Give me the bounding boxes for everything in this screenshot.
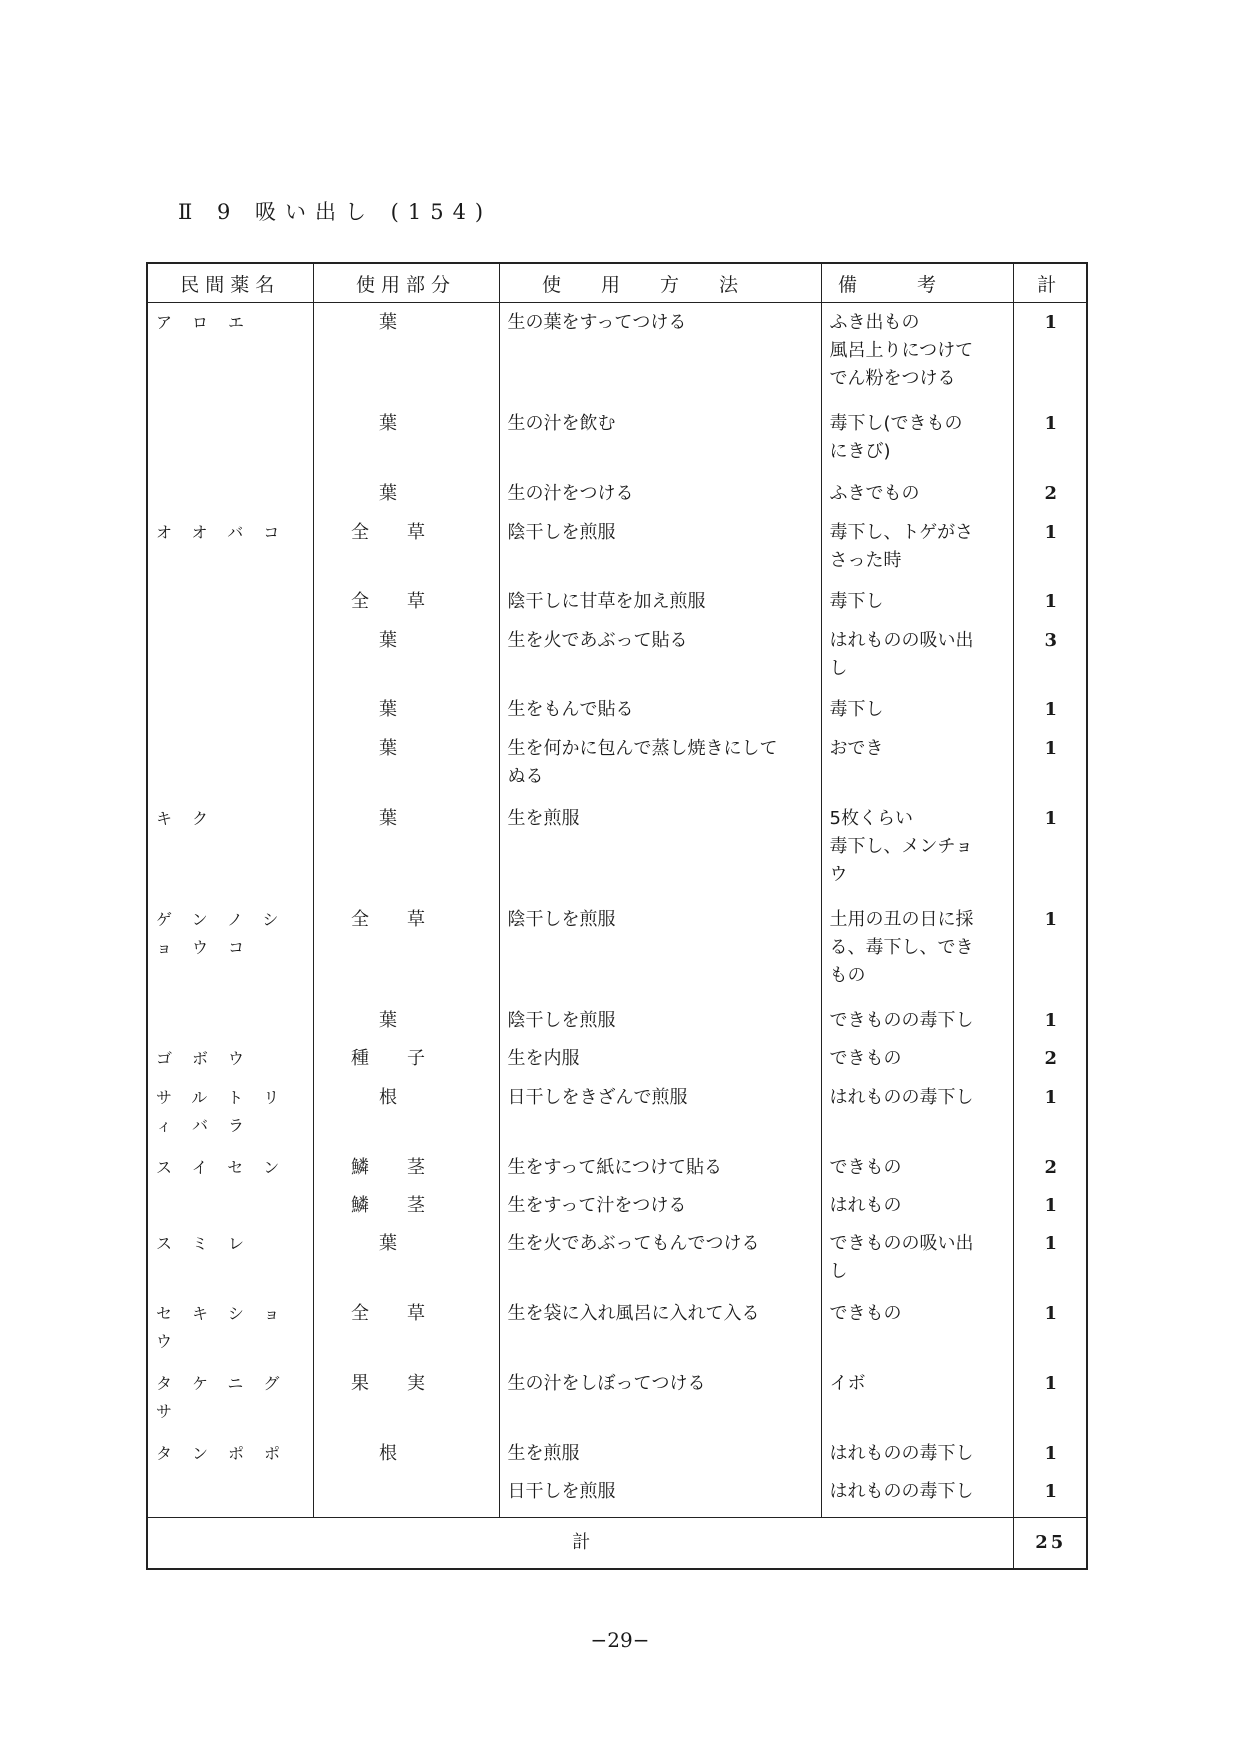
table-row [147,1434,1087,1472]
cell-count: 1 [1044,521,1058,543]
cell-remedy-name: スミレ [147,1224,313,1294]
cell-count: 1 [1044,413,1058,435]
cell-usage-method: 生を煎服 [499,1434,821,1472]
cell-count: 1 [1044,908,1058,930]
cell-remark: はれもの [821,1186,1013,1224]
cell-part-used: 果実 [313,1364,499,1434]
cell-part-used: 葉 [313,1224,499,1294]
cell-part-used: 葉 [313,621,499,691]
cell-part-used: 葉 [313,799,499,900]
cell-count: 1 [1044,1010,1058,1032]
cell-usage-method: 生を袋に入れ風呂に入れて入る [499,1294,821,1364]
header-part-used: 使用部分 [313,263,499,303]
cell-usage-method: 生の汁を飲む [499,404,821,474]
cell-usage-method: 日干しをきざんで煎服 [499,1078,821,1148]
header-usage-method: 使用方法 [499,263,821,303]
cell-part-used: 根 [313,1078,499,1148]
cell-remark: 毒下し [821,582,1013,620]
table-row [147,1472,1087,1510]
cell-count: 1 [1044,1480,1058,1502]
cell-usage-method: 陰干しを煎服 [499,513,821,583]
cell-remark: はれものの毒下し [821,1434,1013,1472]
cell-remark: 毒下し、トゲがさ さった時 [821,513,1013,583]
cell-remark: 毒下し [821,690,1013,728]
table-row [147,1039,1087,1077]
blank-cell [499,1510,821,1517]
table-row [147,474,1087,512]
cell-count: 1 [1044,1302,1058,1324]
cell-remark: はれものの吸い出 し [821,621,1013,691]
table-row [147,404,1087,474]
cell-part-used: 葉 [313,1001,499,1039]
cell-remedy-name [147,621,313,691]
cell-remark: 土用の丑の日に採 る、毒下し、でき もの [821,900,1013,1001]
cell-remark: はれものの毒下し [821,1472,1013,1510]
cell-count: 1 [1044,737,1058,759]
cell-remedy-name [147,1472,313,1510]
cell-part-used: 葉 [313,404,499,474]
table-body [147,303,1087,1518]
cell-count: 1 [1044,1086,1058,1108]
cell-count: 2 [1044,483,1058,505]
table-row [147,1078,1087,1148]
table-row [147,1001,1087,1039]
cell-part-used: 根 [313,1434,499,1472]
cell-count: 1 [1044,1233,1058,1255]
table-row [147,582,1087,620]
cell-count: 1 [1044,807,1058,829]
table-row [147,513,1087,583]
cell-part-used: 鱗茎 [313,1148,499,1186]
cell-remark: できもの [821,1039,1013,1077]
blank-cell [147,1510,313,1517]
table-row [147,690,1087,728]
blank-cell [821,1510,1013,1517]
cell-remedy-name [147,1186,313,1224]
cell-remedy-name [147,729,313,799]
table-row [147,799,1087,900]
cell-part-used: 全草 [313,900,499,1001]
blank-cell [313,1510,499,1517]
cell-part-used: 種子 [313,1039,499,1077]
cell-count: 1 [1044,1372,1058,1394]
table-header-row [147,263,1087,303]
table-row [147,621,1087,691]
table-row [147,1364,1087,1434]
total-label: 計 [147,1518,1013,1570]
cell-part-used: 全草 [313,513,499,583]
cell-usage-method: 生を火であぶってもんでつける [499,1224,821,1294]
cell-remark: できもの [821,1294,1013,1364]
cell-usage-method: 生の汁をしぼってつける [499,1364,821,1434]
cell-remedy-name: タンポポ [147,1434,313,1472]
cell-remark: ふき出もの 風呂上りにつけて でん粉をつける [821,303,1013,405]
cell-remark: イボ [821,1364,1013,1434]
cell-remedy-name: スイセン [147,1148,313,1186]
cell-count: 1 [1044,1194,1058,1216]
table-row [147,900,1087,1001]
cell-usage-method: 陰干しに甘草を加え煎服 [499,582,821,620]
cell-count: 2 [1044,1048,1058,1070]
cell-usage-method: 陰干しを煎服 [499,1001,821,1039]
cell-remedy-name: アロエ [147,303,313,405]
cell-remedy-name: タケニグサ [147,1364,313,1434]
cell-part-used: 葉 [313,690,499,728]
total-row [147,1518,1087,1570]
cell-remedy-name [147,582,313,620]
cell-remark: できものの毒下し [821,1001,1013,1039]
cell-remedy-name [147,474,313,512]
cell-part-used: 葉 [313,303,499,405]
cell-remedy-name: ゲンノショウコ [147,900,313,1001]
cell-usage-method: 生を火であぶって貼る [499,621,821,691]
section-heading: Ⅱ 9 吸い出し (154) [178,200,493,224]
cell-remedy-name: ゴボウ [147,1039,313,1077]
cell-usage-method: 生をもんで貼る [499,690,821,728]
page-number: −29− [590,1628,650,1652]
cell-remedy-name: セキショウ [147,1294,313,1364]
cell-remark: 5枚くらい 毒下し、メンチョ ウ [821,799,1013,900]
blank-cell [1013,1510,1087,1517]
header-folk-remedy-name: 民間薬名 [147,263,313,303]
cell-part-used: 葉 [313,729,499,799]
table-row [147,1224,1087,1294]
cell-count: 1 [1044,591,1058,613]
cell-remedy-name [147,404,313,474]
table-row [147,303,1087,405]
cell-count: 2 [1044,1156,1058,1178]
cell-count: 1 [1044,1442,1058,1464]
cell-usage-method: 生をすって紙につけて貼る [499,1148,821,1186]
remedy-table [146,262,1088,1570]
cell-count: 1 [1044,312,1058,333]
cell-remark: ふきでもの [821,474,1013,512]
cell-remedy-name [147,690,313,728]
cell-remedy-name: キク [147,799,313,900]
cell-usage-method: 生を煎服 [499,799,821,900]
cell-remark: 毒下し(できもの にきび) [821,404,1013,474]
cell-remedy-name [147,1001,313,1039]
cell-part-used: 全草 [313,582,499,620]
header-count: 計 [1013,263,1087,303]
cell-part-used: 全草 [313,1294,499,1364]
header-remarks: 備考 [821,263,1013,303]
cell-remedy-name: オオバコ [147,513,313,583]
blank-filler-row [147,1510,1087,1517]
cell-usage-method: 生をすって汁をつける [499,1186,821,1224]
cell-usage-method: 生の葉をすってつける [499,303,821,405]
cell-usage-method: 生を何かに包んで蒸し焼きにして ぬる [499,729,821,799]
remedy-table-container [146,262,1086,1570]
cell-remark: できものの吸い出 し [821,1224,1013,1294]
cell-part-used: 葉 [313,474,499,512]
cell-part-used: 鱗茎 [313,1186,499,1224]
cell-usage-method: 陰干しを煎服 [499,900,821,1001]
cell-count: 1 [1044,699,1058,721]
cell-usage-method: 日干しを煎服 [499,1472,821,1510]
table-row [147,1148,1087,1186]
cell-part-used [313,1472,499,1510]
cell-usage-method: 生を内服 [499,1039,821,1077]
total-value: 25 [1013,1518,1087,1570]
cell-usage-method: 生の汁をつける [499,474,821,512]
table-row [147,1186,1087,1224]
cell-count: 3 [1044,629,1058,651]
cell-remedy-name: サルトリィバラ [147,1078,313,1148]
cell-remark: おでき [821,729,1013,799]
cell-remark: できもの [821,1148,1013,1186]
cell-remark: はれものの毒下し [821,1078,1013,1148]
table-row [147,729,1087,799]
table-row [147,1294,1087,1364]
